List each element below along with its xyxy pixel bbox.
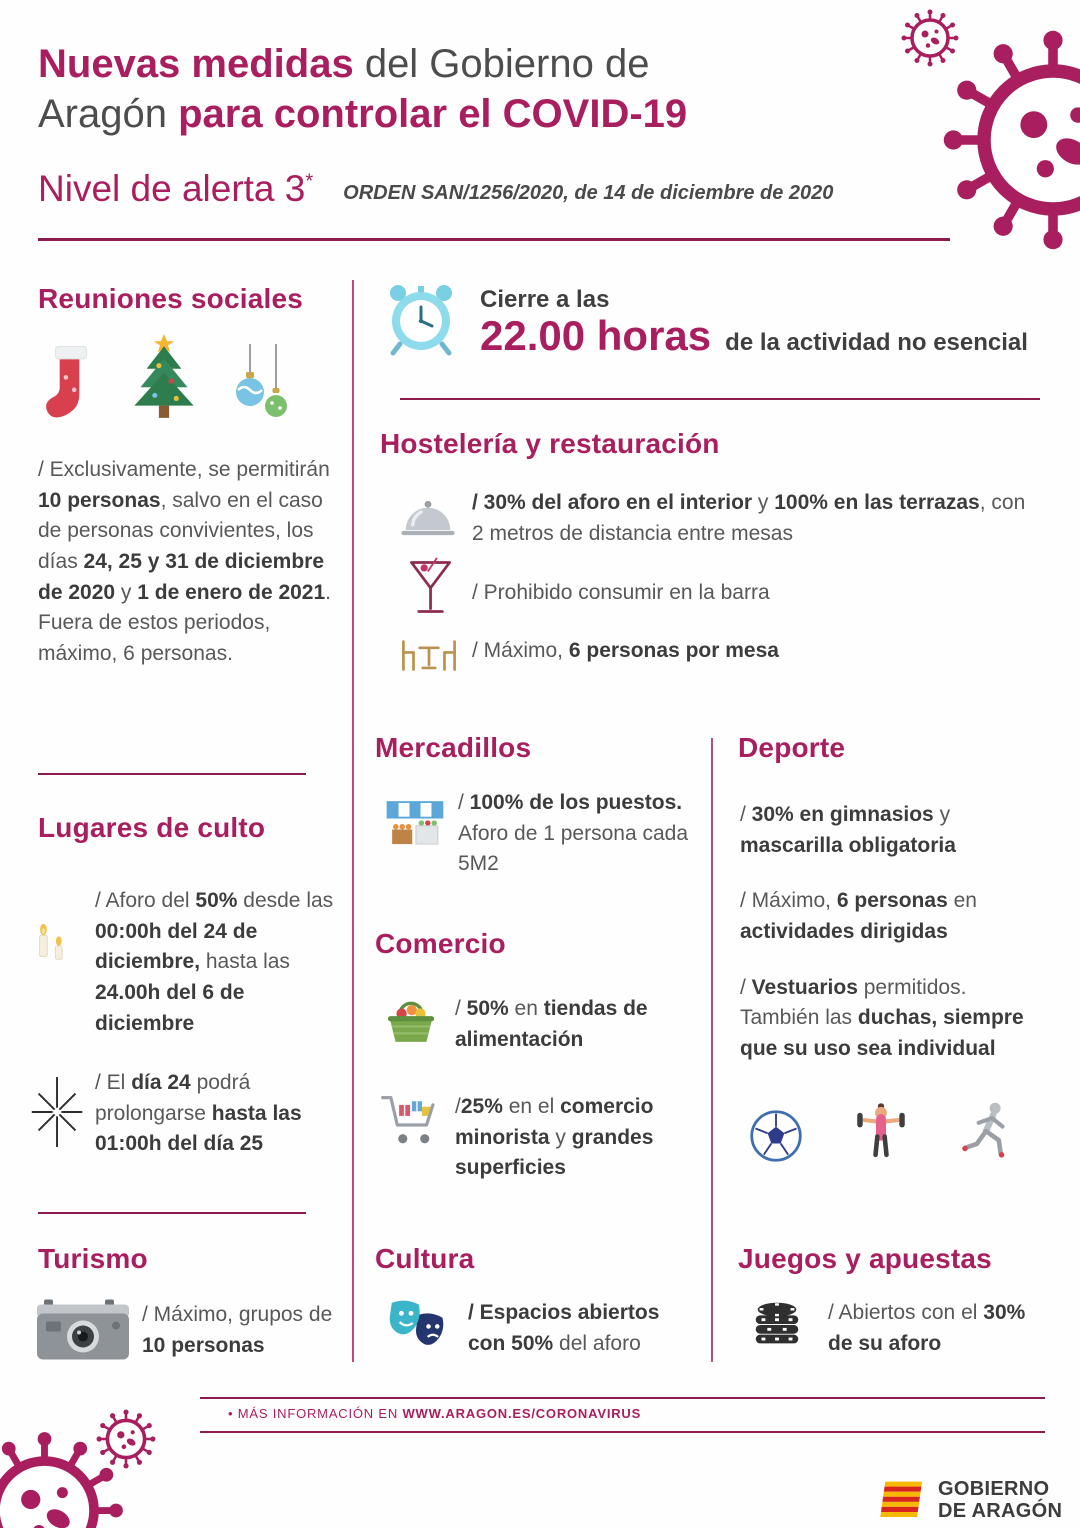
logo-line1: GOBIERNO [938,1478,1050,1500]
footer-rule-bottom [200,1431,1045,1433]
coronavirus-icon [938,25,1080,255]
section-heading-juegos: Juegos y apuestas [738,1243,992,1274]
cultura-text: / Espacios abiertos con 50% del aforo [468,1301,660,1355]
soccer-ball-icon [748,1108,804,1164]
deporte-item-3: / Vestuarios permitidos. También las duchas, siempre que su uso sea individual [740,975,1024,1060]
section-heading-lugares: Lugares de culto [38,812,266,843]
section-heading-deporte: Deporte [738,732,846,763]
christmas-baubles-icon [228,342,298,424]
christmas-tree-icon [128,332,200,424]
turismo-text: / Máximo, grupos de 10 personas [142,1303,333,1357]
star-icon [24,1076,92,1150]
section-heading-cultura: Cultura [375,1243,475,1274]
order-reference: ORDEN SAN/1256/2020, de 14 de diciembre de 2020 [343,182,834,204]
section-heading-mercadillos: Mercadillos [375,732,532,763]
cierre-time-row [480,312,1028,360]
poker-chips-icon [748,1296,806,1354]
logo-text [938,1478,1062,1522]
page-title [38,40,868,139]
theater-masks-icon [383,1296,453,1356]
left-divider-1 [38,773,306,775]
column-divider-left [352,280,354,1362]
footer-rule-top [200,1397,1045,1399]
section-heading-hosteleria: Hostelería y restauración [380,428,720,459]
alert-level-row [38,168,833,210]
column-divider-right [711,738,713,1362]
deporte-item-2: / Máximo, 6 personas en actividades dirigidas [740,889,977,943]
cierre-suffix: de la actividad no esencial [725,329,1028,356]
section-heading-turismo: Turismo [38,1243,148,1274]
lugares-item-2: / El día 24 podrá prolongarse hasta las 01:00h del día 25 [95,1071,302,1156]
serving-cloche-icon [398,492,458,544]
comercio-item-1: / 50% en tiendas de alimentación [455,997,648,1051]
mercadillos-text: / 100% de los puestos. Aforo de 1 persona cada 5M2 [458,791,688,876]
hosteleria-item-2: / Prohibido consumir en la barra [472,581,770,604]
sport-icons-row [748,1100,1014,1164]
christmas-icons-row [38,332,298,424]
juegos-text: / Abiertos con el 30% de su aforo [828,1301,1026,1355]
market-stall-icon [383,795,447,853]
alarm-clock-icon [381,280,461,360]
camera-icon [36,1296,131,1362]
running-icon [958,1100,1014,1164]
candles-icon [30,918,78,970]
header-rule [38,238,950,241]
deporte-item-1: / 30% en gimnasios y mascarilla obligatoria [740,803,956,857]
lugares-item-1: / Aforo del 50% desde las 00:00h del 24 de diciembre, hasta las 24.00h del 6 de diciembre [95,889,334,1035]
deporte-items [740,800,1042,1090]
table-chairs-icon [398,630,460,678]
cierre-rule [400,398,1040,400]
reuniones-text: / Exclusivamente, se permitirán 10 personas, salvo en el caso de personas convivientes, los días 24, 25 y 31 de diciembre de 2020 y 1 de enero de 2021. Fuera de estos periodos, máximo, 6 personas. [38,458,332,665]
gobierno-aragon-logo [880,1478,1062,1522]
cierre-time: 22.00 horas [480,312,712,359]
page-title-line2: Aragón para controlar el COVID-19 [38,91,688,136]
page-title-line1: Nuevas medidas del Gobierno de [38,42,650,86]
aragon-flag-icon [880,1479,926,1521]
hosteleria-item-1: / 30% del aforo en el interior y 100% en las terrazas, con 2 metros de distancia entre mesas [472,491,1026,545]
alert-level: Nivel de alerta 3* [38,168,314,209]
cierre-label: Cierre a las [480,286,610,313]
christmas-stocking-icon [38,336,100,424]
coronavirus-icon [0,1428,127,1528]
weightlifting-icon [852,1100,910,1164]
alert-asterisk: * [305,170,314,193]
comercio-item-2: /25% en el comercio minorista y grandes superficies [455,1095,654,1180]
section-heading-reuniones: Reuniones sociales [38,283,304,314]
cocktail-icon [406,556,456,618]
hosteleria-item-3: / Máximo, 6 personas por mesa [472,639,779,662]
left-divider-2 [38,1212,306,1214]
footer-info: • MÁS INFORMACIÓN EN WWW.ARAGON.ES/CORONAVIRUS [228,1406,642,1421]
logo-line2: DE ARAGÓN [938,1500,1063,1522]
section-heading-comercio: Comercio [375,928,506,959]
shopping-cart-icon [379,1090,443,1150]
grocery-basket-icon [381,990,441,1050]
